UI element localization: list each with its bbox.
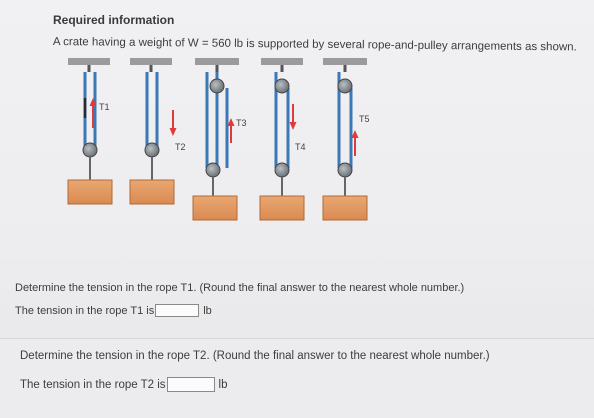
pulley-icon [338, 163, 352, 177]
label-t1: T1 [99, 102, 110, 112]
label-t3: T3 [236, 118, 247, 128]
question-2-answer-line [20, 377, 228, 392]
crate [68, 180, 112, 204]
tension-arrow-icon [290, 122, 297, 130]
arrangement-3 [193, 58, 247, 220]
question-2-answer-label: The tension in the rope T2 is [20, 378, 166, 391]
tension-t2-input[interactable] [167, 377, 215, 392]
ceiling-support [68, 58, 110, 65]
pulley-icon [210, 79, 224, 93]
question-2-prompt: Determine the tension in the rope T2. (Round the final answer to the nearest whole number.) [20, 350, 490, 362]
section-heading: Required information [53, 13, 175, 27]
label-t4: T4 [295, 142, 306, 152]
pulley-icon [206, 163, 220, 177]
crate [193, 196, 237, 220]
tension-arrow-icon [352, 130, 359, 138]
arrangement-2 [130, 58, 186, 204]
problem-statement: A crate having a weight of W = 560 lb is supported by several rope-and-pulley arrangements as shown. [52, 36, 577, 54]
crate [260, 196, 304, 220]
pulley-icon [338, 79, 352, 93]
label-t2: T2 [175, 142, 186, 152]
label-t5: T5 [359, 114, 370, 124]
question-1-answer-label: The tension in the rope T1 is [15, 304, 155, 317]
question-2-panel [0, 339, 594, 418]
crate [323, 196, 367, 220]
pulley-icon [145, 143, 159, 157]
tension-arrow-icon [170, 128, 177, 136]
pulley-icon [83, 143, 97, 157]
tension-arrow-icon [228, 118, 235, 126]
tension-t1-input[interactable] [155, 304, 199, 317]
pulley-figure [55, 58, 375, 233]
ceiling-support [261, 58, 303, 65]
question-1-answer-line [15, 304, 212, 317]
question-1-prompt: Determine the tension in the rope T1. (Round the final answer to the nearest whole number.) [15, 282, 465, 294]
arrangement-5 [323, 58, 370, 220]
arrangement-4 [260, 58, 306, 220]
ceiling-support [323, 58, 367, 65]
question-1-unit: lb [203, 304, 212, 317]
arrangement-1 [68, 58, 112, 204]
ceiling-support [195, 58, 239, 65]
pulley-icon [275, 79, 289, 93]
crate [130, 180, 174, 204]
question-2-unit: lb [218, 378, 228, 391]
ceiling-support [130, 58, 172, 65]
pulley-icon [275, 163, 289, 177]
